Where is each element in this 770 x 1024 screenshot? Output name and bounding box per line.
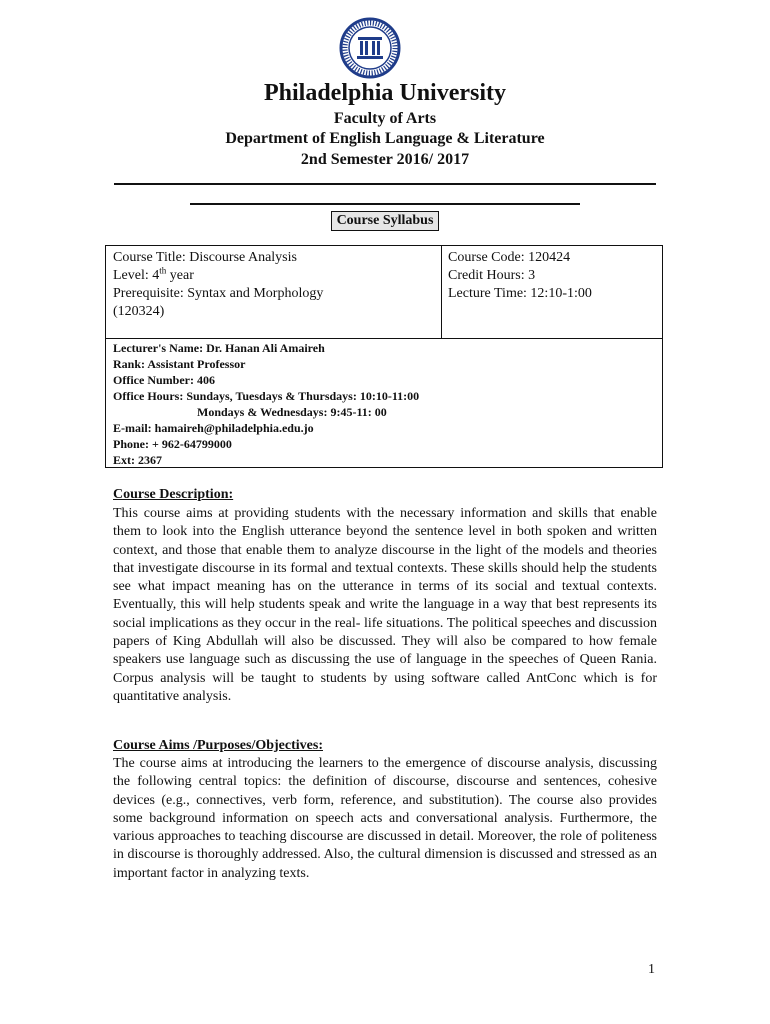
credit-hours: Credit Hours: 3 [448,268,536,283]
course-description-heading: Course Description: [113,487,234,502]
lecturer-name: Lecturer's Name: Dr. Hanan Ali Amaireh [113,341,325,355]
header-divider-long [114,183,656,185]
course-aims-heading: Course Aims /Purposes/Objectives: [113,738,323,753]
course-aims-text: The course aims at introducing the learners to the emergence of discourse analysis, discussing the following central topics: the definition of discourse, discourse and sentences, cohesive devices (e.g., connectives, verb form, reference, and substitution). The course also provides some background information on speech acts and conversational analysis. Furthermore, the various approaches to teaching discourse are discussed in detail. Moreover, the role of politeness in discourse is thoroughly addressed. Also, the cultural dimension is discussed and stressed as an important factor in analyzing texts. [113,756,657,881]
course-info-table [105,245,663,468]
office-number: Office Number: 406 [113,373,215,387]
course-level: Level: 4th year [113,265,194,283]
faculty-name: Faculty of Arts [333,110,437,127]
lecture-time: Lecture Time: 12:10-1:00 [448,286,592,301]
semester: 2nd Semester 2016/ 2017 [300,151,470,168]
course-title: Course Title: Discourse Analysis [113,250,297,265]
page-number: 1 [648,962,655,977]
course-code: Course Code: 120424 [448,250,571,265]
header-divider-short [190,203,580,205]
office-hours-line-1: Office Hours: Sundays, Tuesdays & Thursdays: 10:10-11:00 [113,389,420,403]
university-name: Philadelphia University [263,80,507,106]
prerequisite-code: (120324) [113,304,165,319]
course-schedule-cell [442,246,662,339]
lecturer-phone: Phone: + 962-64799000 [113,437,232,451]
university-seal-logo [339,17,401,79]
course-description-text: This course aims at providing students with the necessary information and skills that enable them to look into the English utterance beyond the sentence level in both spoken and written context, and those that enable them to analyze discourse in the light of the models and theories that investigate discourse in its formal and textual contexts. These skills should help the students see what impact meaning has on the utterance in terms of its social and textual contexts. Eventually, this will help students speak and write the language in a way that best represents its social implications as they occur in the real- life situations. The political speeches and discussion papers of King Abdullah will also be discussed. They will also be compared to how female speakers use language such as discussing the use of language in the speeches of Queen Rania. Corpus analysis will be taught to students by using software called AntConc which is for quantitative analysis. [113,506,657,704]
office-hours-line-2: Mondays & Wednesdays: 9:45-11: 00 [197,405,387,419]
course-details-cell [106,246,442,339]
lecturer-rank: Rank: Assistant Professor [113,357,246,371]
lecturer-ext: Ext: 2367 [113,453,162,467]
course-prerequisite: Prerequisite: Syntax and Morphology [113,286,324,301]
lecturer-email: E-mail: hamaireh@philadelphia.edu.jo [113,421,314,435]
course-syllabus-label: Course Syllabus [331,211,439,231]
lecturer-info-cell [106,339,662,467]
department-name: Department of English Language & Literature [225,130,545,147]
